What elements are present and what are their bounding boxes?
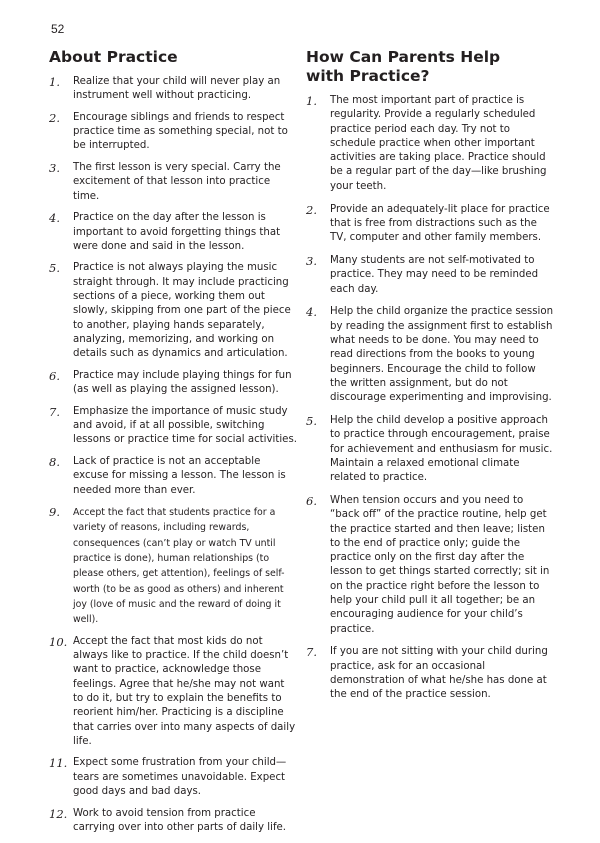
list-item bbox=[49, 75, 297, 104]
item-number: 3. bbox=[49, 161, 60, 176]
item-text: Work to avoid tension from practice carrying over into other parts of daily life. bbox=[73, 807, 287, 833]
item-text: Lack of practice is not an acceptable excuse for missing a lesson. The lesson is needed more than ever. bbox=[73, 455, 286, 496]
page-number: 52 bbox=[51, 22, 65, 36]
list-item bbox=[306, 254, 554, 297]
item-number: 7. bbox=[49, 404, 60, 419]
list-item bbox=[49, 635, 297, 749]
about-practice-column bbox=[49, 48, 297, 843]
item-number: 11. bbox=[49, 756, 68, 771]
heading-line-1: How Can Parents Help bbox=[306, 48, 501, 66]
list-item bbox=[306, 414, 554, 485]
item-text: The first lesson is very special. Carry the excitement of that lesson into practice time. bbox=[73, 162, 281, 202]
list-item bbox=[49, 807, 297, 836]
parents-help-list bbox=[306, 94, 554, 703]
item-text: Many students are not self-motivated to practice. They may need to be reminded each day. bbox=[330, 254, 539, 295]
list-item bbox=[49, 756, 297, 799]
item-text: The most important part of practice is regularity. Provide a regularly scheduled practice period each day. Try not to schedule practice when other important activities are taking place. Practice should be a regular part of the day—like brushing your teeth. bbox=[330, 95, 547, 192]
list-item bbox=[306, 203, 554, 246]
item-text: Provide an adequately-lit place for practice that is free from distractions such as the TV, computer and other family members. bbox=[330, 203, 550, 244]
item-text: Expect some frustration from your child—tears are sometimes unavoidable. Expect good days and bad days. bbox=[73, 757, 287, 798]
list-item bbox=[49, 405, 297, 448]
item-number: 1. bbox=[49, 75, 60, 89]
parents-help-heading bbox=[306, 48, 554, 86]
item-text: Encourage siblings and friends to respect practice time as something special, not to be interrupted. bbox=[73, 111, 288, 152]
item-text: Practice may include playing things for fun (as well as playing the assigned lesson). bbox=[73, 369, 292, 396]
item-text: If you are not sitting with your child during practice, ask for an occasional demonstration of what he/she has done at the end of the practice session. bbox=[330, 646, 548, 701]
item-number: 3. bbox=[306, 253, 317, 268]
item-number: 5. bbox=[306, 413, 317, 428]
item-number: 6. bbox=[49, 368, 60, 383]
item-text: Practice on the day after the lesson is important to avoid forgetting things that were done and said in the lesson. bbox=[73, 212, 281, 252]
item-number: 4. bbox=[306, 305, 317, 320]
item-number: 6. bbox=[306, 493, 317, 508]
list-item bbox=[49, 369, 297, 398]
list-item bbox=[306, 494, 554, 637]
list-item bbox=[49, 505, 297, 627]
item-number: 7. bbox=[306, 645, 317, 660]
item-number: 10. bbox=[49, 634, 68, 649]
list-item bbox=[49, 161, 297, 204]
list-item bbox=[306, 305, 554, 405]
list-item bbox=[49, 111, 297, 154]
item-text: Help the child develop a positive approach to practice through encouragement, praise for achievement and enthusiasm for music. Maintain a relaxed emotional climate related to practice. bbox=[330, 414, 553, 484]
item-text: Realize that your child will never play an instrument well without practicing. bbox=[73, 76, 281, 102]
item-number: 12. bbox=[49, 806, 68, 821]
item-number: 2. bbox=[306, 202, 317, 217]
item-text: Accept the fact that most kids do not always like to practice. If the child doesn’t want to practice, acknowledge those feelings. Agree that he/she may not want to do it, but try to explain the benefits to reorient him/her. Practicing is a discipline that carries over into many aspects of daily life. bbox=[73, 635, 296, 747]
item-number: 2. bbox=[49, 110, 60, 125]
item-text: Accept the fact that students practice for a variety of reasons, including rewards, consequences (can’t play or watch TV until practice is done), human relationships (to please others, get attention), feelings of self-worth (to be as good as others) and inherent joy (love of music and the reward of doing it well). bbox=[73, 507, 285, 626]
item-number: 8. bbox=[49, 454, 60, 469]
item-number: 1. bbox=[306, 94, 317, 108]
list-item bbox=[49, 455, 297, 498]
list-item bbox=[306, 645, 554, 702]
item-text: Emphasize the importance of music study and avoid, if at all possible, switching lessons or practice time for social activities. bbox=[73, 405, 297, 446]
list-item bbox=[306, 94, 554, 194]
heading-line-2: with Practice? bbox=[306, 67, 430, 85]
item-text: When tension occurs and you need to “back off” of the practice routine, help get the practice started and then leave; listen to the end of practice only; guide the practice only on the first day after the lesson to get things started correctly; sit in on the practice right before the lesson to help your child pull it all together; be an encouraging audience for your child’s practice. bbox=[330, 494, 550, 635]
about-practice-heading: About Practice bbox=[49, 48, 178, 66]
about-practice-list bbox=[49, 75, 297, 835]
item-number: 9. bbox=[49, 505, 60, 520]
item-number: 5. bbox=[49, 261, 60, 276]
list-item bbox=[49, 211, 297, 254]
parents-help-column bbox=[306, 48, 554, 711]
list-item bbox=[49, 261, 297, 361]
item-text: Practice is not always playing the music straight through. It may include practicing sections of a piece, working them out slowly, skipping from one part of the piece to another, playing hands separately, analyzing, memorizing, and working on details such as dynamics and articulation. bbox=[73, 262, 291, 360]
item-text: Help the child organize the practice session by reading the assignment first to establish what needs to be done. You may need to read directions from the books to young beginners. Encourage the child to follow the written assignment, but do not discourage experimenting and improvising. bbox=[330, 306, 554, 404]
item-number: 4. bbox=[49, 211, 60, 226]
